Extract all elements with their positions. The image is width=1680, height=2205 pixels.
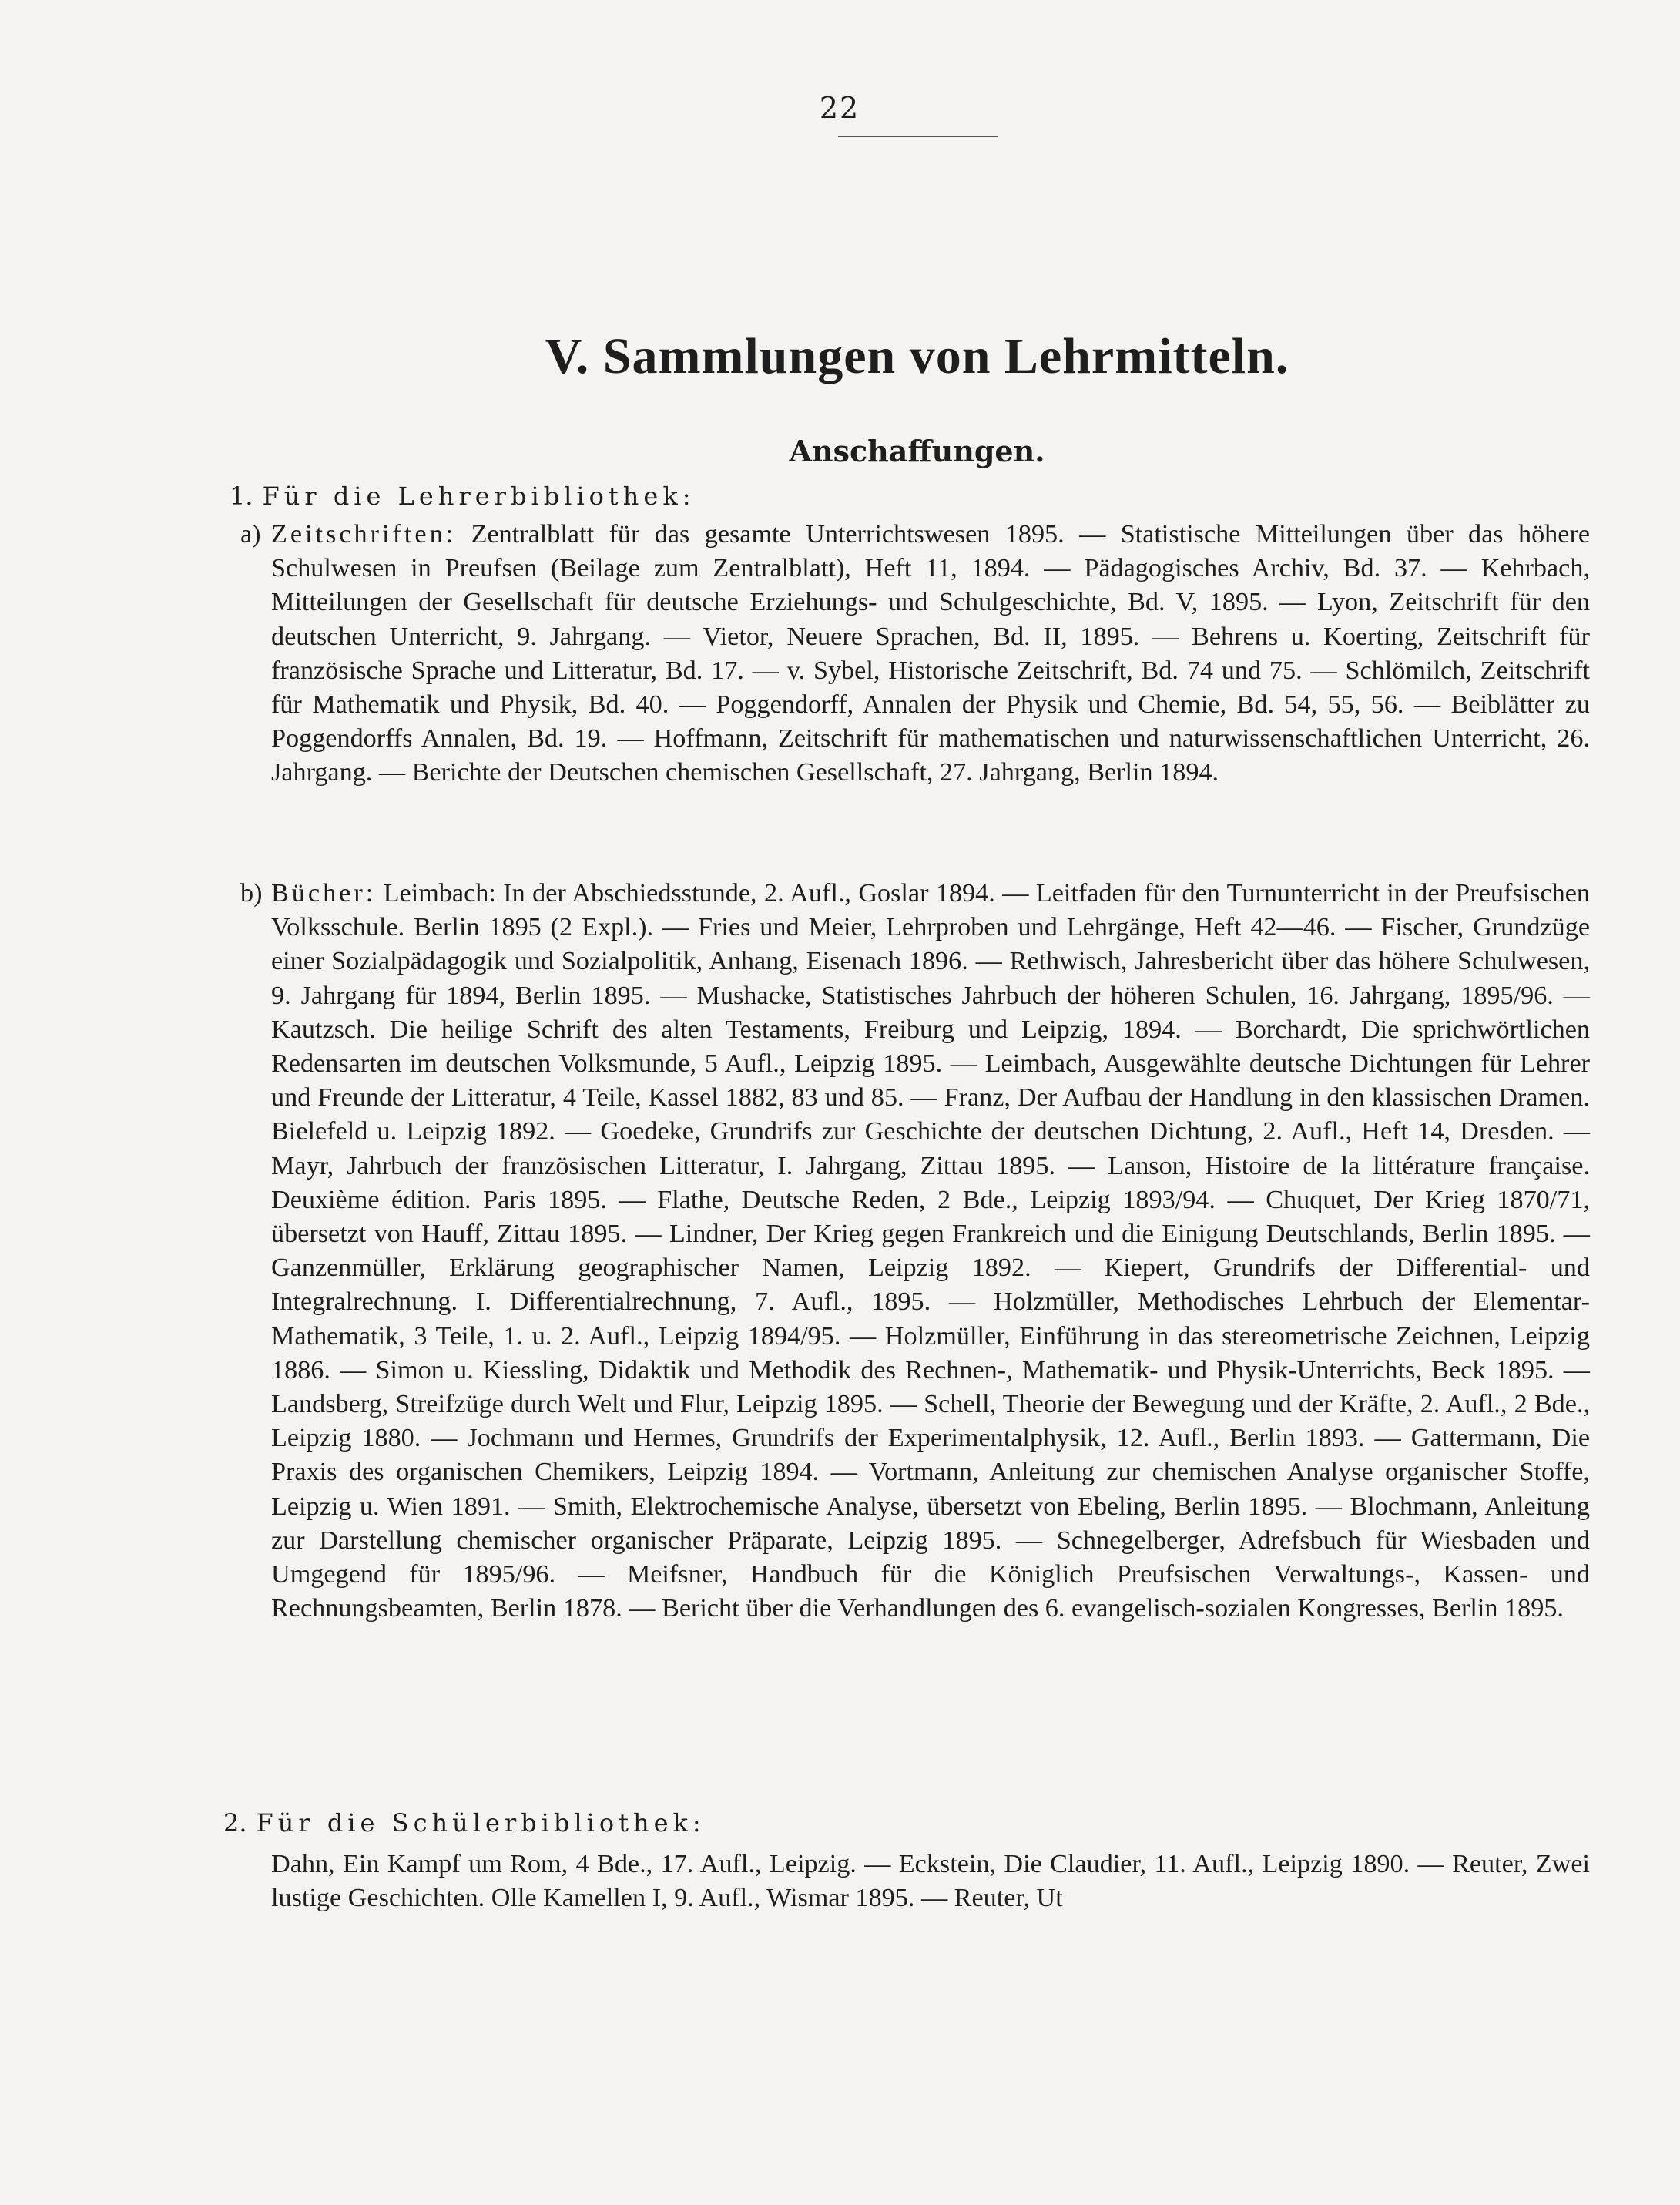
subsection-a-label: Zeitschriften: [271,520,457,549]
section-1-number: 1. [230,482,253,511]
subsection-a-marker: a) [240,520,261,549]
subsection-b-books [240,877,1591,1626]
section-2-heading [223,1806,706,1840]
header-rule [838,136,998,137]
section-title: Anschaffungen. [789,434,1045,468]
section-2-number: 2. [223,1808,247,1838]
subsection-a-periodicals [240,518,1591,790]
chapter-title: V. Sammlungen von Lehrmitteln. [545,328,1289,384]
section-2-text: Dahn, Ein Kampf um Rom, 4 Bde., 17. Aufl., Leipzig. — Eckstein, Die Claudier, 11. Aufl., Leipzig 1890. — Reuter, Zwei lustige Geschichten. Olle Kamellen I, 9. Aufl., Wismar 1895. — Reuter, Ut [271,1850,1590,1913]
subsection-b-label: Bücher: [271,879,377,908]
page-number: 22 [819,91,860,125]
subsection-b-marker: b) [240,879,263,908]
section-2-label: Für die Schülerbibliothek: [256,1808,706,1838]
subsection-b-text: Leimbach: In der Abschiedsstunde, 2. Aufl., Goslar 1894. — Leitfaden für den Turnunterricht in der Preufsischen Volksschule. Berlin 1895 (2 Expl.). — Fries und Meier, Lehrproben und Lehrgänge, Heft 42—46. — Fischer, Grundzüge einer Sozialpädagogik und Sozialpolitik, Anhang, Eisenach 1896. — Rethwisch, Jahresbericht über das höhere Schulwesen, 9. Jahrgang für 1894, Berlin 1895. — Mushacke, Statistisches Jahrbuch der höheren Schulen, 16. Jahrgang, 1895/96. — Kautzsch. Die heilige Schrift des alten Testaments, Freiburg und Leipzig, 1894. — Borchardt, Die sprichwörtlichen Redensarten im deutschen Volksmunde, 5 Aufl., Leipzig 1895. — Leimbach, Ausgewählte deutsche Dichtungen für Lehrer und Freunde der Litteratur, 4 Teile, Kassel 1882, 83 und 85. — Franz, Der Aufbau der Handlung in den klassischen Dramen. Bielefeld u. Leipzig 1892. — Goedeke, Grundrifs zur Geschichte der deutschen Dichtung, 2. Aufl., Heft 14, Dresden. — Mayr, Jahrbuch der französischen Litteratur, I. Jahrgang, Zittau 1895. — Lanson, Histoire de la littérature française. Deuxième édition. Paris 1895. — Flathe, Deutsche Reden, 2 Bde., Leipzig 1893/94. — Chuquet, Der Krieg 1870/71, übersetzt von Hauff, Zittau 1895. — Lindner, Der Krieg gegen Frankreich und die Einigung Deutschlands, Berlin 1895. — Ganzenmüller, Erklärung geographischer Namen, Leipzig 1892. — Kiepert, Grundrifs der Differential- und Integralrechnung. I. Differentialrechnung, 7. Aufl., 1895. — Holzmüller, Methodisches Lehrbuch der Elementar-Mathematik, 3 Teile, 1. u. 2. Aufl., Leipzig 1894/95. — Holzmüller, Einführung in das stereometrische Zeichnen, Leipzig 1886. — Simon u. Kiessling, Didaktik und Methodik des Rechnen-, Mathematik- und Physik-Unterrichts, Beck 1895. — Landsberg, Streifzüge durch Welt und Flur, Leipzig 1895. — Schell, Theorie der Bewegung und der Kräfte, 2. Aufl., 2 Bde., Leipzig 1880. — Jochmann und Hermes, Grundrifs der Experimentalphysik, 12. Aufl., Berlin 1893. — Gattermann, Die Praxis des organischen Chemikers, Leipzig 1894. — Vortmann, Anleitung zur chemischen Analyse organischer Stoffe, Leipzig u. Wien 1891. — Smith, Elektrochemische Analyse, übersetzt von Ebeling, Berlin 1895. — Blochmann, Anleitung zur Darstellung chemischer organischer Präparate, Leipzig 1895. — Schnegelberger, Adrefsbuch für Wiesbaden und Umgegend für 1895/96. — Meifsner, Handbuch für die Königlich Preufsischen Verwaltungs-, Kassen- und Rechnungsbeamten, Berlin 1878. — Bericht über die Verhandlungen des 6. evangelisch-sozialen Kongresses, Berlin 1895. [271,879,1591,1623]
subsection-a-text: Zentralblatt für das gesamte Unterrichtswesen 1895. — Statistische Mitteilungen über das höhere Schulwesen in Preufsen (Beilage zum Zentralblatt), Heft 11, 1894. — Pädagogisches Archiv, Bd. 37. — Kehrbach, Mitteilungen der Gesellschaft für deutsche Erziehungs- und Schulgeschichte, Bd. V, 1895. — Lyon, Zeitschrift für den deutschen Unterricht, 9. Jahrgang. — Vietor, Neuere Sprachen, Bd. II, 1895. — Behrens u. Koerting, Zeitschrift für französische Sprache und Litteratur, Bd. 17. — v. Sybel, Historische Zeitschrift, Bd. 74 und 75. — Schlömilch, Zeitschrift für Mathematik und Physik, Bd. 40. — Poggendorff, Annalen der Physik und Chemie, Bd. 54, 55, 56. — Beiblätter zu Poggendorffs Annalen, Bd. 19. — Hoffmann, Zeitschrift für mathematischen und naturwissenschaftlichen Unterricht, 26. Jahrgang. — Berichte der Deutschen chemischen Gesellschaft, 27. Jahrgang, Berlin 1894. [271,520,1591,787]
section-1-heading [230,479,695,513]
section-2-text-block [271,1848,1590,1915]
section-1-label: Für die Lehrerbibliothek: [262,482,696,511]
